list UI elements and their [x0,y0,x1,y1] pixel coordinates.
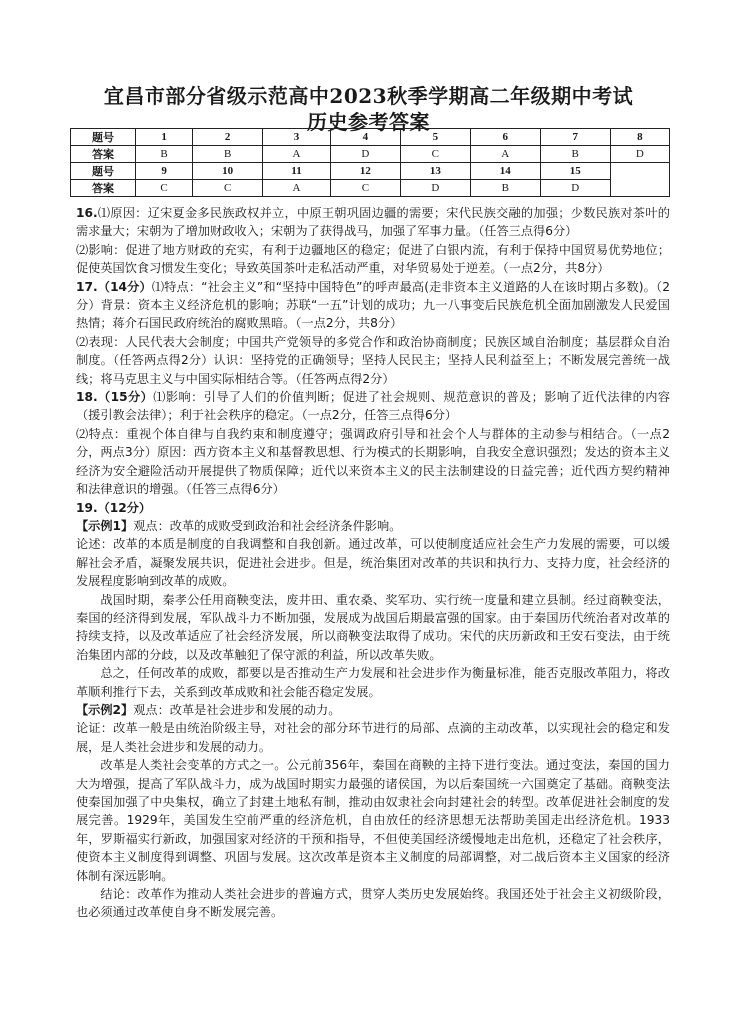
question-number: 1 [136,129,193,146]
q19-example2-view: 【示例2】观点：改革是社会进步和发展的动力。 [76,702,341,717]
question-number: 14 [470,163,540,180]
question-number: 12 [330,163,400,180]
question-number: 4 [330,129,400,146]
question-number: 15 [540,163,610,180]
number-label: 题号 [71,163,136,180]
answer-cell: D [400,180,470,197]
q19-example1-paragraph2: 总之，任何改革的成败，都要以是否推动生产力发展和社会进步作为衡量标准，能否克服改革阻力，将改革顺利推行下去，关系到改革成败和社会能否稳定发展。 [76,666,670,699]
question-number: 11 [263,163,331,180]
answer-cell: A [263,180,331,197]
example2-label: 【示例2】 [76,702,134,717]
q17-part1: 17.（14分）⑴特点：“社会主义”和“坚持中国特色”的呼声最高(走非资本主义道路的人在该时期占多数)。（2分）背景：资本主义经济危机的影响；苏联“一五”计划的成功；九一八事变后民族危机全面加剧激发人民爱国热情；蒋介石国民政府统治的腐败黑暗。（一点2分，共8分） [76,279,670,331]
question-number: 2 [193,129,263,146]
question-number: 13 [400,163,470,180]
answer-cell: D [610,146,669,163]
number-label: 题号 [71,129,136,146]
question-number: 10 [193,163,263,180]
answer-label: 答案 [71,180,136,197]
question-number: 3 [263,129,331,146]
q19-example2-paragraph1: 改革是人类社会变革的方式之一。公元前356年，秦国在商鞅的主持下进行变法。通过变法，秦国的国力大为增强，提高了军队战斗力，成为战国时期实力最强的诸侯国，为以后秦国统一六国奠定了基础。商鞅变法使秦国加强了中央集权，确立了封建土地私有制，推动由奴隶社会向封建社会的转型。改革促进社会制度的发展完善。1929年，美国发生空前严重的经济危机，自由放任的经济思想无法帮助美国走出经济危机。1933年，罗斯福实行新政，加强国家对经济的干预和指导，不但使美国经济缓慢地走出危机，还稳定了社会秩序，使资本主义制度得到调整、巩固与发展。这次改革是资本主义制度的局部调整，对二战后资本主义国家的经济体制有深远影响。 [76,758,670,883]
q19-number: 19.（12分） [76,500,152,515]
example1-label: 【示例1】 [76,518,134,533]
answer-cell: D [540,180,610,197]
page-title: 宜昌市部分省级示范高中2023秋季学期高二年级期中考试 [103,84,634,108]
answer-cell: A [263,146,331,163]
empty-cell [610,163,669,197]
answer-cell: C [330,180,400,197]
q16-number: 16. [76,206,98,220]
q18-number: 18.（15分） [76,390,154,405]
question-number: 6 [470,129,540,146]
question-number: 9 [136,163,193,180]
answer-cell: C [136,180,193,197]
answer-label: 答案 [71,146,136,163]
answer-cell: A [470,146,540,163]
question-number: 8 [610,129,669,146]
question-number: 5 [400,129,470,146]
q19-example1-paragraph1: 战国时期，秦孝公任用商鞅变法，废井田、重农桑、奖军功、实行统一度量和建立县制。经过商鞅变法，秦国的经济得到发展，军队战斗力不断加强，发展成为战国后期最富强的国家。由于秦国历代统治者对改革的持续支持，以及改革适应了社会经济发展，所以商鞅变法取得了成功。宋代的庆历新政和王安石变法，由于统治集团内部的分歧，以及改革触犯了保守派的利益，所以改革失败。 [76,592,670,662]
answer-cell: B [470,180,540,197]
q18-part2: ⑵特点：重视个体自律与自我约束和制度遵守；强调政府引导和社会个人与群体的主动参与相结合。（一点2分，两点3分）原因：西方资本主义和基督教思想、行为模式的长期影响，自我安全意识强烈；发达的资本主义经济为安全避险活动开展提供了物质保障；近代以来资本主义的民主法制建设的日益完善；近代西方契约精神和法律意识的增强。（任答三点得6分） [76,426,670,497]
q18-part1: 18.（15分）⑴影响：引导了人们的价值判断；促进了社会规则、规范意识的普及；影响了近代法律的内容（援引教会法律）；利于社会秩序的稳定。（一点2分，任答三点得6分） [76,390,670,423]
question-number: 7 [540,129,610,146]
q17-part2: ⑵表现：人民代表大会制度；中国共产党领导的多党合作和政治协商制度；民族区域自治制度；基层群众自治制度。（任答两点得2分）认识：坚持党的正确领导；坚持人民民主；坚持人民利益至上；不断发展完善统一战线；将马克思主义与中国实际相结合等。（任答两点得2分） [76,334,670,386]
answer-body [76,204,670,922]
q17-number: 17.（14分） [76,279,152,294]
q16-part1: 16.⑴原因：辽宋夏金多民族政权并立，中原王朝巩固边疆的需要；宋代民族交融的加强；少数民族对茶叶的需求量大；宋朝为了增加财政收入；宋朝为了获得战马，加强了军事力量。（任答三点得6分） [76,206,670,239]
table-row-numbers-2 [71,163,670,180]
answer-cell: B [136,146,193,163]
table-row-answers-1 [71,146,670,163]
answer-cell: C [193,180,263,197]
answer-cell: C [400,146,470,163]
table-row-answers-2 [71,180,670,197]
answer-key-table [70,128,670,197]
q16-part2: ⑵影响：促进了地方财政的充实，有利于边疆地区的稳定；促进了白银内流，有利于保持中国贸易优势地位；促使英国饮食习惯发生变化；导致英国茶叶走私活动严重，对华贸易处于逆差。（一点2分，共8分） [76,242,670,276]
q19-example2-argument: 论证：改革一般是由统治阶级主导，对社会的部分环节进行的局部、点滴的主动改革，以实现社会的稳定和发展，是人类社会进步和发展的动力。 [76,721,670,754]
q19-example2-conclusion: 结论：改革作为推动人类社会进步的普遍方式，贯穿人类历史发展始终。我国还处于社会主义初级阶段，也必须通过改革使自身不断发展完善。 [76,887,670,920]
answer-cell: B [193,146,263,163]
table-row-numbers-1 [71,129,670,146]
q19-example1-argument: 论述：改革的本质是制度的自我调整和自我创新。通过改革，可以使制度适应社会生产力发展的需要，可以缓解社会矛盾，凝聚发展共识，促进社会进步。但是，统治集团对改革的共识和执行力、支持力度，社会经济的发展程度影响到改革的成败。 [76,537,670,589]
q19-example1-view: 【示例1】观点：改革的成败受到政治和社会经济条件影响。 [76,518,402,533]
answer-cell: D [330,146,400,163]
page-subtitle: 历史参考答案 [307,110,430,134]
answer-cell: B [540,146,610,163]
